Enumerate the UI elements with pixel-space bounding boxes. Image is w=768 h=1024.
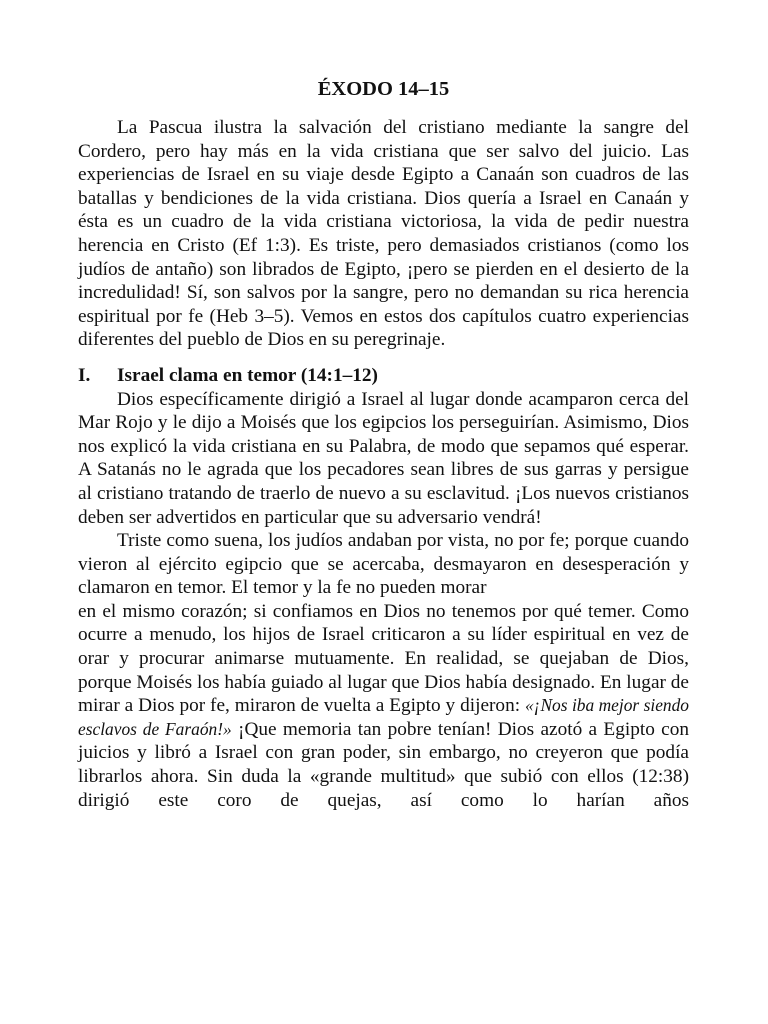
paragraph-text-after-quote: ¡Que memoria tan pobre tenían! Dios azotó a Egipto con juicios y libró a Israel con gran poder, sin embargo, no creyeron que podía librarlos ahora. Sin duda la «grande multitud» que subió con ellos (12:38) dirigió este coro de quejas, así como lo harían años bbox=[78, 718, 689, 811]
paragraph-text-before-quote: en el mismo corazón; si confiamos en Dios no tenemos por qué temer. Como ocurre a menudo, los hijos de Israel criticaron a su líder espiritual en vez de orar y procurar animarse mutuamente. En realidad, se quejaban de Dios, porque Moisés los había guiado al lugar que Dios había designado. En lugar de mirar a Dios por fe, miraron de vuelta a Egipto y dijeron: bbox=[78, 600, 689, 717]
section-paragraph-1: Dios específicamente dirigió a Israel al lugar donde acamparon cerca del Mar Rojo y le dijo a Moisés que los egipcios los perseguirían. Asimismo, Dios nos explicó la vida cristiana en su Palabra, de modo que sepamos qué esperar. A Satanás no le agrada que los pecadores sean libres de sus garras y persigue al cristiano tratando de traerlo de nuevo a su esclavitud. ¡Los nuevos cristianos deben ser advertidos en particular que su adversario vendrá! bbox=[78, 388, 689, 528]
section-heading bbox=[78, 364, 689, 388]
section-title: Israel clama en temor (14:1–12) bbox=[117, 364, 378, 386]
italic-quote: «¡Nos iba mejor siendo esclavos de Faraón!» bbox=[78, 695, 689, 739]
section-paragraph-2a: Triste como suena, los judíos andaban por vista, no por fe; porque cuando vieron al ejército egipcio que se acercaba, desmayaron en desesperación y clamaron en temor. El temor y la fe no pueden morar bbox=[78, 530, 689, 599]
page-title: ÉXODO 14–15 bbox=[317, 78, 450, 100]
document-page bbox=[78, 76, 689, 812]
section-number: I. bbox=[78, 364, 91, 386]
section-paragraph-2b bbox=[78, 600, 689, 812]
intro-paragraph: La Pascua ilustra la salvación del cristiano mediante la sangre del Cordero, pero hay más en la vida cristiana que ser salvo del juicio. Las experiencias de Israel en su viaje desde Egipto a Canaán son cuadros de las batallas y bendiciones de la vida cristiana. Dios quería a Israel en Canaán y ésta es un cuadro de la vida cristiana victoriosa, la vida de pedir nuestra herencia en Cristo (Ef 1:3). Es triste, pero demasiados cristianos (como los judíos de antaño) son librados de Egipto, ¡pero se pierden en el desierto de la incredulidad! Sí, son salvos por la sangre, pero no demandan su rica herencia espiritual por fe (Heb 3–5). Vemos en estos dos capítulos cuatro experiencias diferentes del pueblo de Dios en su peregrinaje. bbox=[78, 117, 689, 351]
